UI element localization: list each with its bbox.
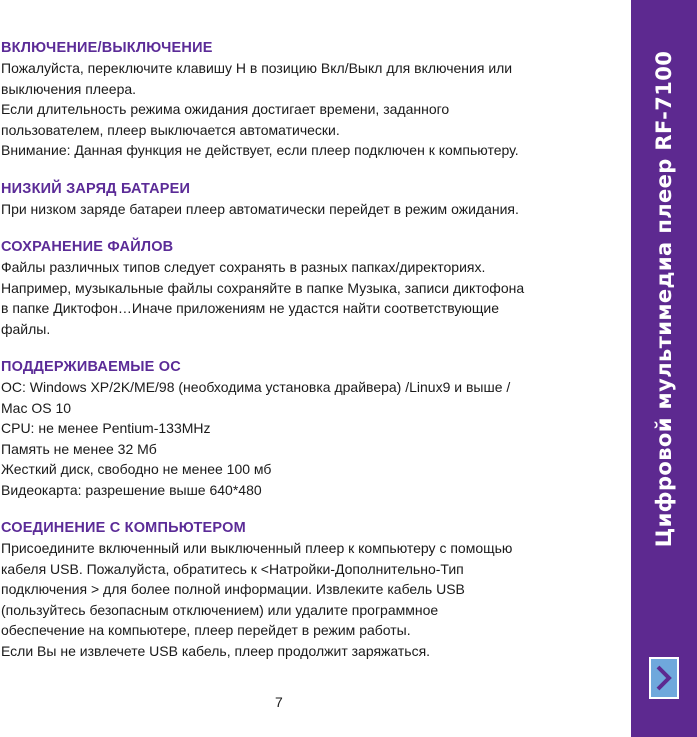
text-line: Внимание: Данная функция не действует, если плеер подключен к компьютеру. (1, 142, 519, 158)
text-line: Mac OS 10 (1, 399, 72, 416)
text-line: в папке Диктофон…Иначе приложениям не удастся найти соответствующие (1, 300, 500, 316)
section-supported-os (1, 357, 621, 500)
text-line: При низком заряде батареи плеер автоматически перейдет в режим ожидания. (1, 200, 519, 217)
text-line: обеспечение на компьютере, плеер перейдет в режим работы. (1, 622, 411, 638)
text-line: Пожалуйста, переключите клавишу Н в позицию Вкл/Выкл для включения или (1, 60, 513, 76)
section-heading: ВКЛЮЧЕНИЕ/ВЫКЛЮЧЕНИЕ (1, 40, 213, 56)
text-line: Если длительность режима ожидания достигает времени, заданного (1, 101, 450, 117)
text-line: CPU: не менее Pentium-133MHz (1, 420, 211, 436)
chevron-right-icon (655, 665, 673, 691)
side-title: Цифровой мультимедиа плеер RF-7100 (652, 50, 676, 548)
text-line: файлы. (1, 320, 51, 337)
text-line: Например, музыкальные файлы сохраняйте в папке Музыка, записи диктофона (1, 279, 525, 296)
section-heading: НИЗКИЙ ЗАРЯД БАТАРЕИ (1, 180, 191, 197)
side-bar (631, 0, 697, 737)
text-line: ОС: Windows XP/2K/ME/98 (необходима установка драйвера) /Linux9 и выше / (1, 379, 511, 395)
next-page-button[interactable] (649, 657, 679, 699)
text-line: выключения плеера. (1, 80, 137, 97)
section-pc-connection (1, 518, 621, 661)
section-heading: СОХРАНЕНИЕ ФАЙЛОВ (1, 239, 174, 255)
text-line: подключения > для более полной информации. Извлеките кабель USB (1, 581, 465, 597)
manual-content (1, 38, 621, 679)
text-line: Видеокарта: разрешение выше 640*480 (1, 481, 262, 498)
text-line: пользователем, плеер выключается автоматически. (1, 121, 340, 138)
section-heading: СОЕДИНЕНИЕ С КОМПЬЮТЕРОМ (1, 520, 246, 536)
text-line: Присоедините включенный или выключенный плеер к компьютеру с помощью (1, 540, 513, 556)
section-saving-files (1, 237, 621, 339)
text-line: Память не менее 32 Мб (1, 440, 157, 457)
text-line: (пользуйтесь безопасным отключением) или удалите программное (1, 601, 439, 618)
section-power (1, 38, 621, 161)
text-line: Файлы различных типов следует сохранять в разных папках/директориях. (1, 259, 486, 275)
text-line: Если Вы не извлечете USB кабель, плеер продолжит заряжаться. (1, 642, 431, 659)
text-line: кабеля USB. Пожалуйста, обратитесь к <Натройки-Дополнительно-Тип (1, 560, 464, 577)
page-number: 7 (275, 694, 283, 710)
text-line: Жесткий диск, свободно не менее 100 мб (1, 461, 272, 477)
section-heading: ПОДДЕРЖИВАЕМЫЕ ОС (1, 359, 181, 375)
section-low-battery (1, 179, 621, 220)
